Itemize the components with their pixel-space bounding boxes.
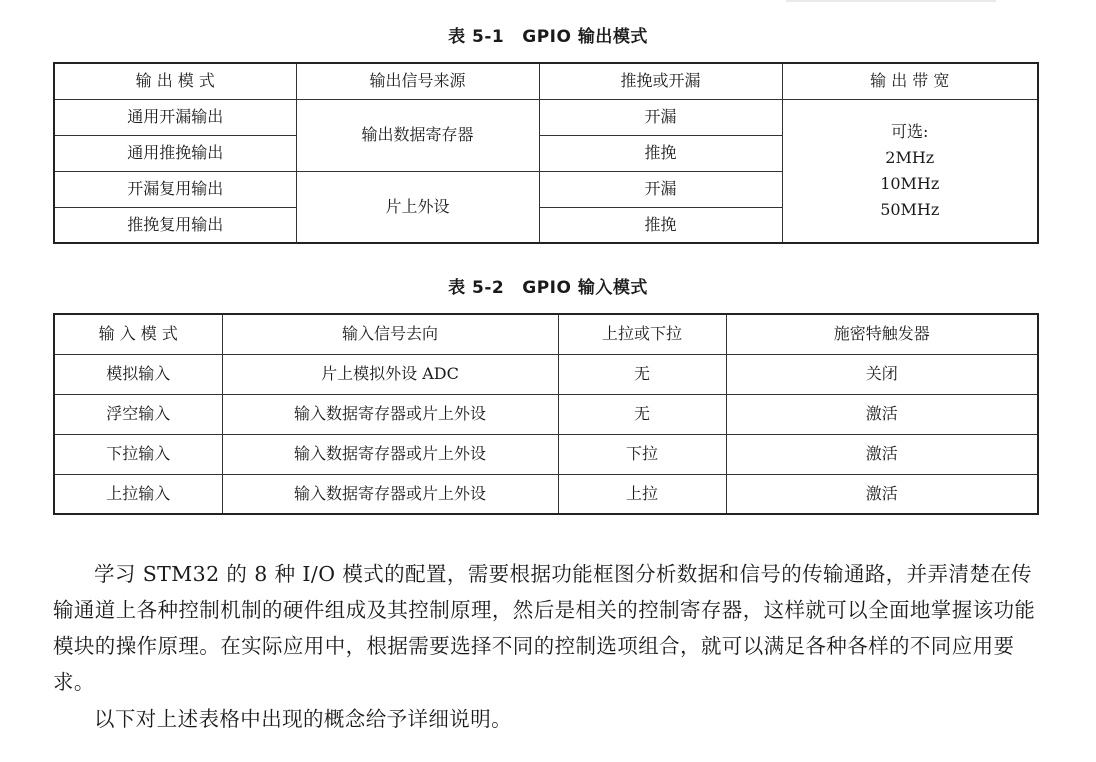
table-row [54,474,1038,514]
table-header-row [54,314,1038,354]
cell-source: 片上外设 [296,171,539,243]
table-row [54,434,1038,474]
header-output-bandwidth: 输 出 带 宽 [782,63,1038,99]
cell-mode: 上拉输入 [54,474,222,514]
gpio-input-modes-table [53,313,1039,515]
cell-pull: 无 [558,354,726,394]
header-output-mode: 输 出 模 式 [54,63,296,99]
table-row [54,394,1038,434]
table-row [54,99,1038,135]
header-pushpull-opendrain: 推挽或开漏 [539,63,782,99]
cell-destination: 片上模拟外设 ADC [222,354,558,394]
cell-bandwidth [782,99,1038,243]
cell-type: 开漏 [539,99,782,135]
scan-edge-mark [786,0,996,2]
cell-source: 输出数据寄存器 [296,99,539,171]
cell-type: 推挽 [539,207,782,243]
cell-pull: 无 [558,394,726,434]
bandwidth-value: 10MHz [880,173,940,193]
table2-caption [0,273,1096,298]
body-paragraph: 学习 STM32 的 8 种 I/O 模式的配置，需要根据功能框图分析数据和信号的传输通路，并弄清楚在传输通道上各种控制机制的硬件组成及其控制原理，然后是相关的控制寄存器，这样就可以全面地掌握该功能模块的操作原理。在实际应用中，根据需要选择不同的控制选项组合，就可以满足各种各样的不同应用要求。 [53,562,1036,694]
cell-pull: 下拉 [558,434,726,474]
cell-mode: 下拉输入 [54,434,222,474]
header-pullup-pulldown: 上拉或下拉 [558,314,726,354]
gpio-output-modes-table [53,62,1039,244]
cell-schmitt: 激活 [726,434,1038,474]
header-input-mode: 输 入 模 式 [54,314,222,354]
table2-caption-title: GPIO 输入模式 [522,278,648,298]
cell-mode: 推挽复用输出 [54,207,296,243]
cell-mode: 开漏复用输出 [54,171,296,207]
cell-pull: 上拉 [558,474,726,514]
header-schmitt-trigger: 施密特触发器 [726,314,1038,354]
table1-caption-number: 表 5-1 [448,27,505,47]
cell-destination: 输入数据寄存器或片上外设 [222,394,558,434]
body-paragraph: 以下对上述表格中出现的概念给予详细说明。 [94,707,512,731]
cell-type: 推挽 [539,135,782,171]
table1-caption-title: GPIO 输出模式 [522,27,648,47]
cell-schmitt: 激活 [726,474,1038,514]
table2-caption-number: 表 5-2 [448,278,505,298]
cell-mode: 浮空输入 [54,394,222,434]
cell-destination: 输入数据寄存器或片上外设 [222,434,558,474]
cell-mode: 通用推挽输出 [54,135,296,171]
header-input-destination: 输入信号去向 [222,314,558,354]
bandwidth-label: 可选: [891,121,929,141]
cell-destination: 输入数据寄存器或片上外设 [222,474,558,514]
cell-schmitt: 关闭 [726,354,1038,394]
table1-caption [0,22,1096,47]
table-header-row [54,63,1038,99]
cell-type: 开漏 [539,171,782,207]
header-output-source: 输出信号来源 [296,63,539,99]
bandwidth-value: 2MHz [885,147,935,167]
table-row [54,354,1038,394]
bandwidth-value: 50MHz [880,199,940,219]
cell-schmitt: 激活 [726,394,1038,434]
cell-mode: 模拟输入 [54,354,222,394]
cell-mode: 通用开漏输出 [54,99,296,135]
